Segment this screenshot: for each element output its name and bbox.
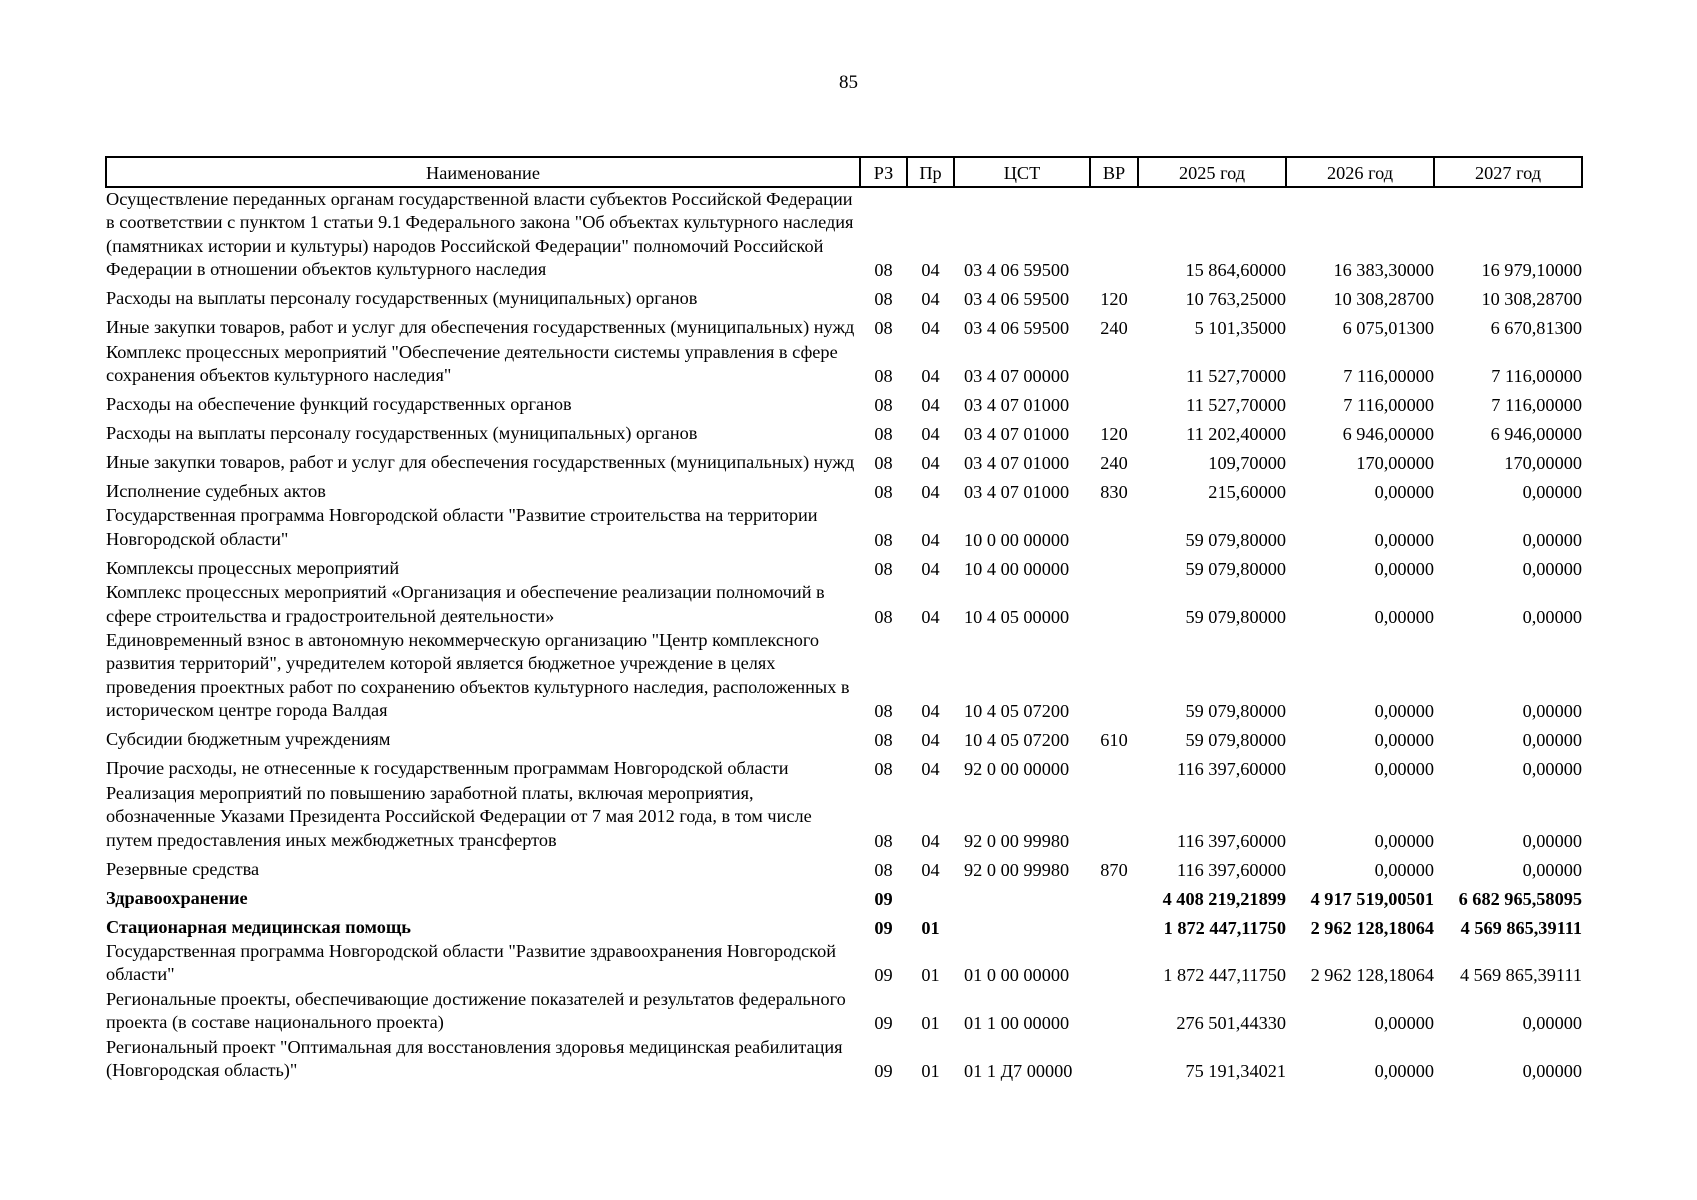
row-name: Резервные средства — [106, 858, 260, 879]
row-cst: 10 4 00 00000 — [964, 558, 1070, 579]
row-name: Комплекс процессных мероприятий "Обеспечение деятельности системы управления в сфере сохранения объектов культурного наследия" — [106, 341, 838, 386]
row-2027: 170,00000 — [1504, 453, 1582, 474]
row-pr: 04 — [921, 318, 940, 339]
row-cst — [954, 911, 1090, 940]
row-2026: 16 383,30000 — [1333, 260, 1434, 281]
row-pr — [907, 882, 954, 911]
header-cst: ЦСТ — [954, 157, 1090, 187]
table-row — [106, 341, 1582, 389]
row-2026: 0,00000 — [1374, 558, 1434, 579]
row-name: Реализация мероприятий по повышению заработной платы, включая мероприятия, обозначенные Указами Президента Российской Федерации от 7 мая 2012 года, в том числе путем предоставления иных межбюджетных трансфертов — [106, 782, 812, 850]
row-vr: 120 — [1100, 424, 1128, 445]
row-2027: 0,00000 — [1522, 701, 1582, 722]
row-2027: 6 946,00000 — [1490, 424, 1582, 445]
row-pr: 04 — [921, 482, 940, 503]
row-vr: 610 — [1100, 730, 1128, 751]
row-2026: 0,00000 — [1374, 859, 1434, 880]
row-vr — [1090, 882, 1138, 911]
row-cst: 10 0 00 00000 — [964, 529, 1070, 550]
row-rz: 08 — [874, 701, 893, 722]
row-rz: 08 — [874, 759, 893, 780]
table-row — [106, 911, 1582, 940]
table-row — [106, 446, 1582, 475]
row-vr — [1090, 629, 1138, 724]
row-rz: 08 — [874, 730, 893, 751]
table-row — [106, 581, 1582, 629]
table-header-row — [106, 157, 1582, 187]
table-row — [106, 187, 1582, 283]
row-name: Расходы на обеспечение функций государственных органов — [106, 394, 572, 415]
row-2026: 7 116,00000 — [1343, 395, 1434, 416]
row-2025: 15 864,60000 — [1185, 260, 1286, 281]
row-cst — [954, 882, 1090, 911]
row-vr — [1090, 753, 1138, 782]
header-vr: ВР — [1090, 157, 1138, 187]
row-pr: 04 — [921, 606, 940, 627]
header-pr: Пр — [907, 157, 954, 187]
row-2026: 0,00000 — [1374, 606, 1434, 627]
header-rz: РЗ — [860, 157, 907, 187]
row-cst: 01 1 00 00000 — [964, 1013, 1070, 1034]
row-pr: 04 — [921, 453, 940, 474]
row-2027: 0,00000 — [1522, 482, 1582, 503]
row-2025: 215,60000 — [1208, 482, 1286, 503]
row-cst: 03 4 07 01000 — [964, 482, 1070, 503]
row-name: Государственная программа Новгородской области "Развитие строительства на территории Новгородской области" — [106, 505, 818, 549]
row-2025: 59 079,80000 — [1185, 730, 1286, 751]
row-2027: 0,00000 — [1522, 1060, 1582, 1081]
row-pr: 04 — [921, 701, 940, 722]
table-row — [106, 988, 1582, 1036]
row-name: Расходы на выплаты персоналу государственных (муниципальных) органов — [106, 288, 698, 309]
row-2027: 6 670,81300 — [1490, 318, 1582, 339]
row-rz: 08 — [874, 606, 893, 627]
row-name: Исполнение судебных актов — [106, 481, 326, 502]
row-pr: 04 — [921, 529, 940, 550]
row-cst: 03 4 07 01000 — [964, 453, 1070, 474]
row-rz: 08 — [874, 830, 893, 851]
row-pr: 01 — [921, 1013, 940, 1034]
row-cst: 03 4 07 01000 — [964, 395, 1070, 416]
row-2027: 4 569 865,39111 — [1459, 965, 1582, 986]
row-2026: 7 116,00000 — [1343, 366, 1434, 387]
row-2026: 2 962 128,18064 — [1310, 965, 1434, 986]
row-rz: 08 — [874, 260, 893, 281]
row-2027: 0,00000 — [1522, 859, 1582, 880]
row-2027: 7 116,00000 — [1491, 395, 1582, 416]
row-pr: 04 — [921, 730, 940, 751]
row-2025: 1 872 447,11750 — [1163, 965, 1286, 986]
row-name: Осуществление переданных органам государственной власти субъектов Российской Федерации в соответствии с пунктом 1 статьи 9.1 Федерального закона "Об объектах культурного наследия (памятниках истории и культуры) народов Российской Федерации" полномочий Российской Федерации в отношении объектов культурного наследия — [106, 189, 854, 280]
row-2027: 0,00000 — [1522, 558, 1582, 579]
row-rz: 08 — [874, 859, 893, 880]
header-2025: 2025 год — [1138, 157, 1286, 187]
row-rz: 09 — [874, 917, 893, 938]
row-2027: 0,00000 — [1522, 830, 1582, 851]
row-2025: 11 527,70000 — [1186, 366, 1286, 387]
row-rz: 08 — [874, 366, 893, 387]
row-name: Субсидии бюджетным учреждениям — [106, 729, 391, 750]
row-2027: 7 116,00000 — [1491, 366, 1582, 387]
row-cst: 10 4 05 00000 — [964, 606, 1070, 627]
row-cst: 10 4 05 07200 — [964, 701, 1070, 722]
row-vr — [1090, 988, 1138, 1036]
row-name: Комплексы процессных мероприятий — [106, 557, 400, 578]
row-2026: 0,00000 — [1374, 759, 1434, 780]
row-rz: 08 — [874, 395, 893, 416]
header-name: Наименование — [106, 157, 860, 187]
row-pr: 01 — [921, 965, 940, 986]
row-2027: 10 308,28700 — [1481, 289, 1582, 310]
table-row — [106, 940, 1582, 988]
table-row — [106, 312, 1582, 341]
row-vr: 830 — [1100, 482, 1128, 503]
row-pr: 04 — [921, 830, 940, 851]
header-2027: 2027 год — [1434, 157, 1582, 187]
table-body — [106, 187, 1582, 1083]
row-rz: 09 — [874, 1013, 893, 1034]
row-2027: 4 569 865,39111 — [1460, 917, 1582, 938]
row-rz: 08 — [874, 289, 893, 310]
row-2027: 0,00000 — [1522, 529, 1582, 550]
row-2027: 16 979,10000 — [1481, 260, 1582, 281]
row-2026: 0,00000 — [1374, 1013, 1434, 1034]
row-2025: 116 397,60000 — [1176, 859, 1286, 880]
row-vr — [1090, 581, 1138, 629]
row-2026: 6 946,00000 — [1342, 424, 1434, 445]
row-name: Единовременный взнос в автономную некоммерческую организацию "Центр комплексного развития территорий", учредителем которой является бюджетное учреждение в целях проведения проектных работ по сохранению объектов культурного наследия, расположенных в историческом центре города Валдая — [106, 630, 850, 721]
row-2026: 10 308,28700 — [1333, 289, 1434, 310]
row-rz: 08 — [874, 558, 893, 579]
row-2026: 0,00000 — [1374, 482, 1434, 503]
row-2025: 116 397,60000 — [1176, 830, 1286, 851]
row-rz: 09 — [874, 1060, 893, 1081]
row-cst: 92 0 00 99980 — [964, 859, 1070, 880]
row-pr: 04 — [921, 759, 940, 780]
row-2025: 59 079,80000 — [1185, 701, 1286, 722]
table-row — [106, 1036, 1582, 1084]
row-2026: 0,00000 — [1374, 529, 1434, 550]
row-rz: 08 — [874, 482, 893, 503]
row-cst: 03 4 07 01000 — [964, 424, 1070, 445]
row-rz: 08 — [874, 424, 893, 445]
row-2025: 109,70000 — [1208, 453, 1286, 474]
table-row — [106, 388, 1582, 417]
table-row — [106, 283, 1582, 312]
row-2025: 11 527,70000 — [1186, 395, 1286, 416]
row-vr — [1090, 388, 1138, 417]
row-vr — [1090, 1036, 1138, 1084]
row-2025: 75 191,34021 — [1185, 1060, 1286, 1081]
row-vr — [1090, 940, 1138, 988]
row-2025: 10 763,25000 — [1185, 289, 1286, 310]
row-2027: 0,00000 — [1522, 1013, 1582, 1034]
row-2025: 11 202,40000 — [1186, 424, 1286, 445]
row-pr: 04 — [921, 366, 940, 387]
row-name: Региональный проект "Оптимальная для восстановления здоровья медицинская реабилитация (Новгородская область)" — [106, 1036, 843, 1080]
row-2025: 276 501,44330 — [1176, 1013, 1286, 1034]
row-2026: 0,00000 — [1374, 701, 1434, 722]
row-pr: 04 — [921, 395, 940, 416]
row-vr — [1090, 504, 1138, 552]
row-cst: 92 0 00 00000 — [964, 759, 1070, 780]
table-row — [106, 417, 1582, 446]
row-cst: 01 0 00 00000 — [964, 965, 1070, 986]
row-name: Иные закупки товаров, работ и услуг для обеспечения государственных (муниципальных) нужд — [106, 317, 855, 338]
row-rz: 09 — [874, 965, 893, 986]
row-2027: 0,00000 — [1522, 759, 1582, 780]
row-2026: 0,00000 — [1374, 1060, 1434, 1081]
row-name: Государственная программа Новгородской области "Развитие здравоохранения Новгородской области" — [106, 940, 837, 985]
row-2026: 4 917 519,00501 — [1310, 888, 1434, 909]
row-2027: 0,00000 — [1522, 730, 1582, 751]
row-rz: 08 — [874, 529, 893, 550]
row-pr: 01 — [921, 1060, 940, 1081]
row-cst: 92 0 00 99980 — [964, 830, 1070, 851]
row-cst: 10 4 05 07200 — [964, 730, 1070, 751]
row-pr: 04 — [921, 260, 940, 281]
row-2025: 1 872 447,11750 — [1163, 917, 1286, 938]
row-cst: 03 4 06 59500 — [964, 318, 1070, 339]
row-rz: 08 — [874, 318, 893, 339]
header-2026: 2026 год — [1286, 157, 1434, 187]
row-cst: 01 1 Д7 00000 — [964, 1060, 1073, 1081]
row-pr: 01 — [921, 917, 940, 938]
table-row — [106, 629, 1582, 724]
row-rz: 08 — [874, 453, 893, 474]
row-vr — [1090, 552, 1138, 581]
row-vr: 120 — [1100, 289, 1128, 310]
budget-table — [105, 156, 1583, 1083]
page-number: 85 — [839, 72, 858, 93]
table-row — [106, 753, 1582, 782]
row-cst: 03 4 06 59500 — [964, 289, 1070, 310]
row-pr: 04 — [921, 859, 940, 880]
table-row — [106, 782, 1582, 853]
row-2025: 5 101,35000 — [1194, 318, 1286, 339]
row-vr — [1090, 341, 1138, 389]
row-name: Региональные проекты, обеспечивающие достижение показателей и результатов федерального проекта (в составе национального проекта) — [106, 988, 846, 1033]
table-row — [106, 504, 1582, 552]
row-name: Стационарная медицинская помощь — [106, 916, 411, 937]
row-cst: 03 4 07 00000 — [964, 366, 1070, 387]
table-row — [106, 724, 1582, 753]
row-vr: 870 — [1100, 859, 1128, 880]
row-name: Прочие расходы, не отнесенные к государственным программам Новгородской области — [106, 758, 789, 779]
table-row — [106, 552, 1582, 581]
row-cst: 03 4 06 59500 — [964, 260, 1070, 281]
row-name: Здравоохранение — [106, 887, 248, 908]
row-2025: 59 079,80000 — [1185, 529, 1286, 550]
row-2026: 2 962 128,18064 — [1310, 917, 1434, 938]
row-2026: 0,00000 — [1374, 830, 1434, 851]
row-vr — [1090, 782, 1138, 853]
row-pr: 04 — [921, 424, 940, 445]
row-pr: 04 — [921, 558, 940, 579]
row-pr: 04 — [921, 289, 940, 310]
row-2026: 0,00000 — [1374, 730, 1434, 751]
row-2025: 59 079,80000 — [1185, 558, 1286, 579]
row-name: Расходы на выплаты персоналу государственных (муниципальных) органов — [106, 423, 698, 444]
row-vr — [1090, 187, 1138, 283]
row-2026: 6 075,01300 — [1342, 318, 1434, 339]
row-2025: 59 079,80000 — [1185, 606, 1286, 627]
row-vr: 240 — [1100, 318, 1128, 339]
row-2027: 0,00000 — [1522, 606, 1582, 627]
row-name: Комплекс процессных мероприятий «Организация и обеспечение реализации полномочий в сфере строительства и градостроительной деятельности» — [106, 582, 825, 626]
row-name: Иные закупки товаров, работ и услуг для обеспечения государственных (муниципальных) нужд — [106, 452, 855, 473]
row-2026: 170,00000 — [1356, 453, 1434, 474]
row-rz: 09 — [874, 888, 893, 909]
row-2027: 6 682 965,58095 — [1458, 888, 1582, 909]
row-vr — [1090, 911, 1138, 940]
row-vr: 240 — [1100, 453, 1128, 474]
table-row — [106, 853, 1582, 882]
row-2025: 116 397,60000 — [1176, 759, 1286, 780]
row-2025: 4 408 219,21899 — [1162, 888, 1286, 909]
table-row — [106, 475, 1582, 504]
table-row — [106, 882, 1582, 911]
